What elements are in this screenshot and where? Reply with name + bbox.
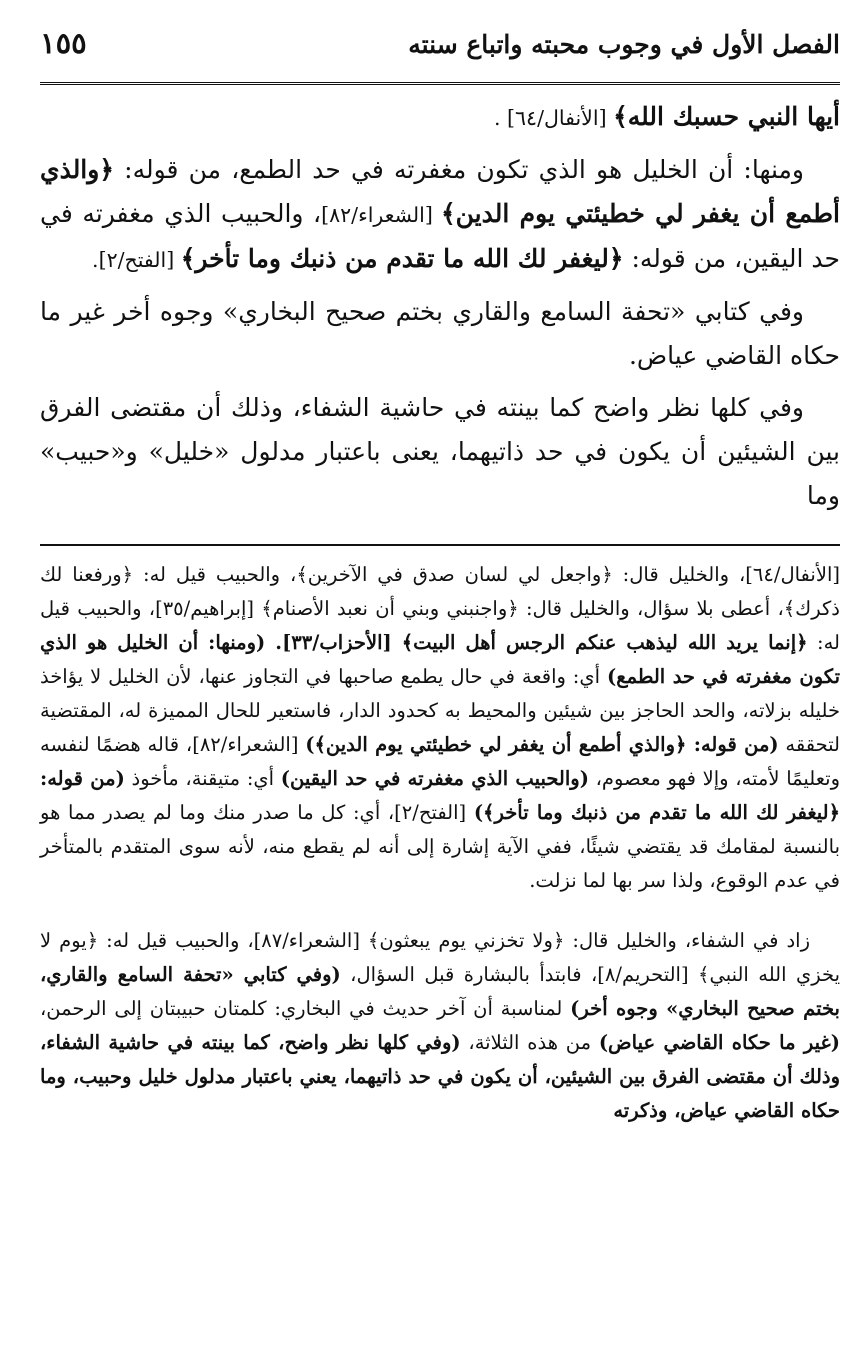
text-run: [الشعراء/٨٢]، قاله هضمًا لنفسه وتعليمًا لأمته، وإلا فهو معصوم، (40, 733, 841, 790)
page-number: ١٥٥ (40, 26, 87, 60)
quran-quote: أيها النبي حسبك الله﴾ (613, 102, 840, 131)
paragraph-2 (40, 148, 840, 282)
commentary-paragraph-1 (40, 558, 840, 898)
verse-reference: [الشعراء/٨٢] (321, 203, 441, 227)
paragraph-3: وفي كتابي «تحفة السامع والقاري بختم صحيح البخاري» وجوه أخر غير ما حكاه القاضي عياض. (40, 297, 840, 370)
commentary (40, 558, 840, 1128)
book-page (40, 26, 840, 1134)
commentary-paragraph-2 (40, 924, 840, 1128)
bold-run: ﴿إنما يريد الله ليذهب عنكم الرجس أهل البيت﴾ [الأحزاب/٣٣]. (ومنها: أن الخليل هو الذي تكون مغفرته في حد الطمع) (40, 631, 840, 688)
bold-run: (والحبيب الذي مغفرته في حد اليقين) (280, 767, 589, 790)
bold-run: (وفي كتابي «تحفة السامع والقاري، بختم صحيح البخاري» وجوه أخر) (40, 963, 840, 1020)
text-run: ومنها: أن الخليل هو الذي تكون مغفرته في حد الطمع، من قوله: (113, 155, 804, 184)
text-run: [الأنفال/٦٤]، والخليل قال: ﴿واجعل لي لسان صدق في الآخرين﴾، والحبيب قيل له: ﴿ورفعنا لك ذكرك﴾، أعطى بلا سؤال، والخليل قال: ﴿واجنبني وبني أن نعبد الأصنام﴾ [إبراهيم/٣٥]، والحبيب قيل له: (40, 563, 840, 654)
text-run: أي: واقعة في حال يطمع صاحبها في التجاوز عنها، لأن الخليل لا يؤاخذ خليله بزلاته، والحد الحاجز بين شيئين والمحيط به كحدود الدار، فاستعير للحال المميزة له، المقتضية لتحققه (40, 665, 841, 756)
quran-quote: ﴿والذي أطمع أن يغفر لي خطيئتي يوم الدين﴾ (40, 155, 841, 228)
paragraph-4: وفي كلها نظر واضح كما بينته في حاشية الشفاء، وذلك أن مقتضى الفرق بين الشيئين أن يكون في حد ذاتيهما، يعنى باعتبار مدلول «خليل» و«حبيب» وما (40, 393, 840, 510)
main-text (40, 95, 840, 518)
quran-quote: ﴿ليغفر لك الله ما تقدم من ذنبك وما تأخر﴾ (180, 244, 624, 273)
verse-reference: [الأنفال/٦٤] . (494, 106, 614, 130)
text-run: لمناسبة أن آخر حديث في البخاري: كلمتان حبيبتان إلى الرحمن، (40, 997, 571, 1020)
bold-run: (وفي كلها نظر واضح، كما بينته في حاشية الشفاء، وذلك أن مقتضى الفرق بين الشيئين، أن يكون في حد ذاتيهما، يعني باعتبار مدلول خليل وحبيب، وما حكاه القاضي عياض، وذكرته (40, 1031, 840, 1122)
running-header (40, 26, 840, 85)
text-run: أي: متيقنة، مأخوذ (124, 767, 281, 790)
bold-run: (من قوله: ﴿والذي أطمع أن يغفر لي خطيئتي يوم الدين﴾) (305, 733, 779, 756)
text-run: [الفتح/٢]، أي: كل ما صدر منك وما لم يصدر مما هو بالنسبة لمقامك قد يقتضي شيئًا، ففي الآية إشارة إلى أنه لم يقطع منه، لأنه سوى المتقدم بالمتأخر في عدم الوقوع، ولذا سر بها لما نزلت. (40, 801, 840, 892)
text-run: من هذه الثلاثة، (460, 1031, 599, 1054)
text-run: ، والحبيب الذي مغفرته في حد اليقين، من قوله: (40, 199, 840, 273)
paragraph-1 (40, 95, 840, 140)
bold-run: (من قوله: ﴿ليغفر لك الله ما تقدم من ذنبك وما تأخر﴾) (40, 767, 840, 824)
bold-run: (غير ما حكاه القاضي عياض) (598, 1031, 840, 1054)
footnote-separator (40, 544, 840, 546)
verse-reference: [الفتح/٢]. (92, 248, 181, 272)
text-run: زاد في الشفاء، والخليل قال: ﴿ولا تخزني يوم يبعثون﴾ [الشعراء/٨٧]، والحبيب قيل له: ﴿يوم لا يخزي الله النبي﴾ [التحريم/٨]، فابتدأ بالبشارة قبل السؤال، (40, 929, 841, 986)
chapter-title: الفصل الأول في وجوب محبته واتباع سنته (408, 30, 840, 59)
